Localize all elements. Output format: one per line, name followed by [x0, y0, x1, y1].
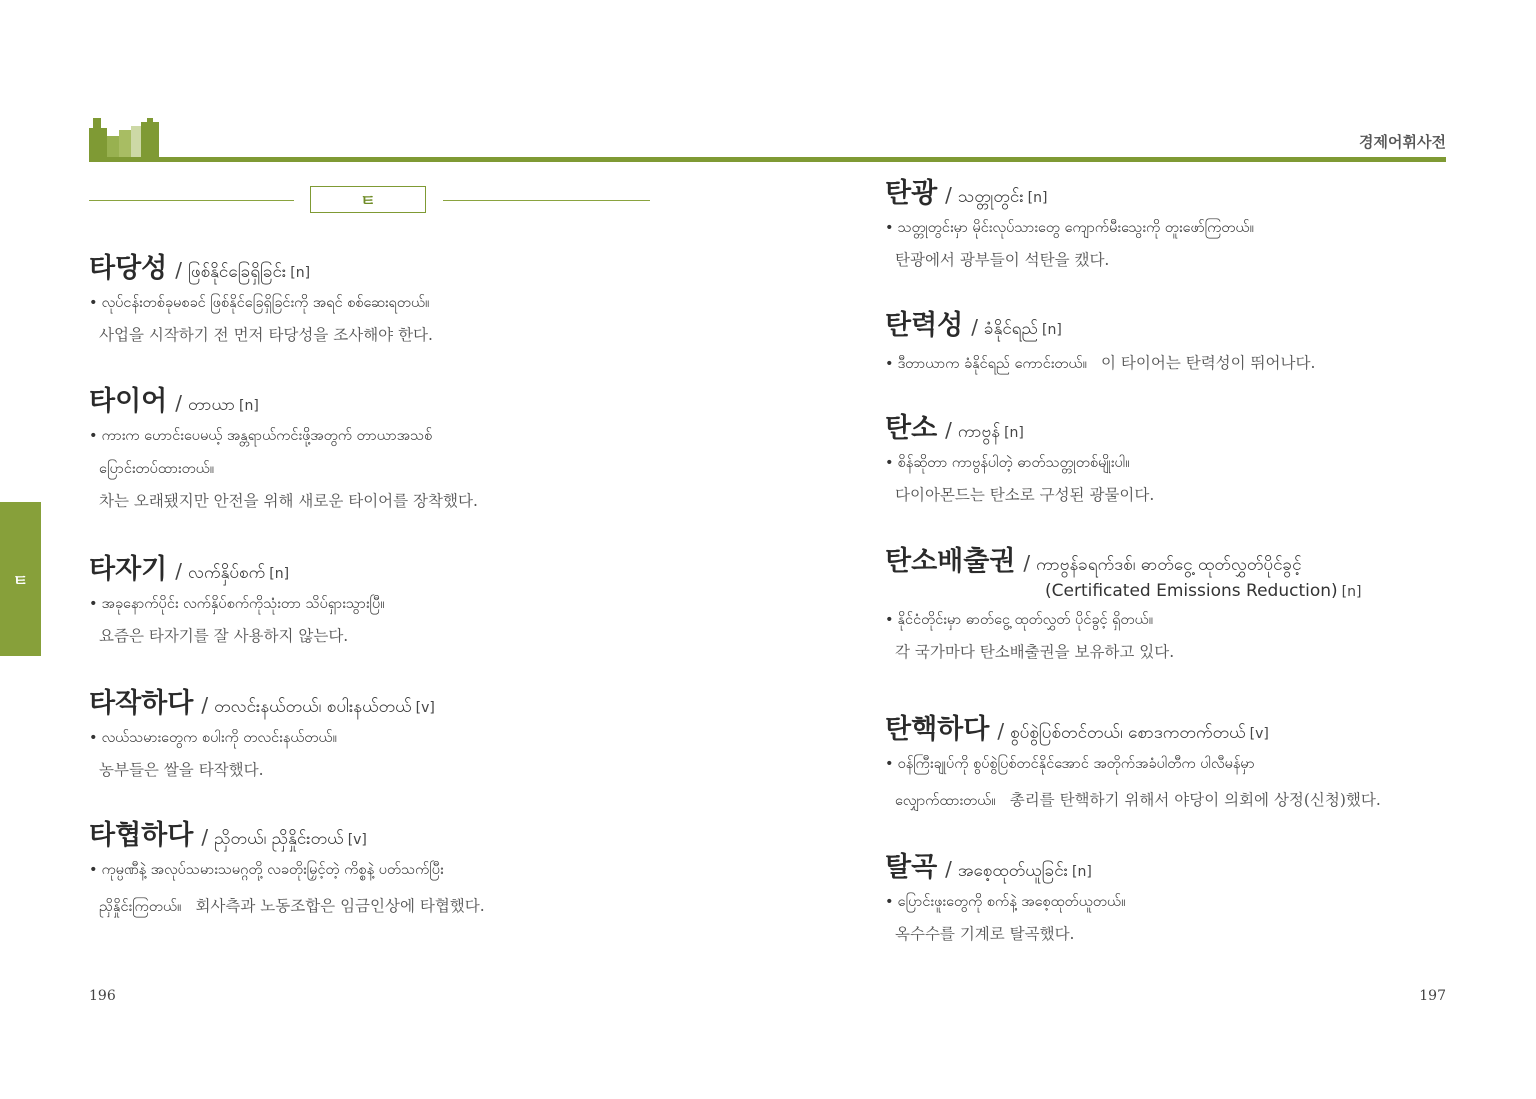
- entry-right-3: 탄소배출권 / ကာဗွန်ခရက်ဒစ်၊ ဓာတ်ငွေ့ ထုတ်လွှတ်ပိုင်ခွင့် (Certificated Emissions Reduction) [n] • နိုင်ငံတိုင်းမှာ ဓာတ်ငွေ့ ထုတ်လွှတ် ပိုင်ခွင့် ရှိတယ်။ 각 국가마다 탄소배출권을 보유하고 있다.: [885, 546, 1362, 662]
- entry-left-4: 타협하다 / ညှိတယ်၊ ညှိနှိုင်းတယ် [v] • ကုမ္ပဏီနဲ့ အလုပ်သမားသမဂ္ဂတို့ လခတိုးမြှင့်တဲ့ ကိစ္စနဲ့ ပတ်သက်ပြီး ညှိနှိုင်းကြတယ်။ 회사측과 노동조합은 임금인상에 타협했다.: [89, 820, 485, 916]
- headword: 탄핵하다: [885, 714, 990, 745]
- header-logo-blocks: [89, 118, 159, 162]
- header-rule: [89, 157, 1446, 162]
- part-of-speech: [v]: [415, 700, 435, 716]
- example-korean: 차는 오래됐지만 안전을 위해 새로운 타이어를 장착했다.: [99, 492, 478, 511]
- headword: 타작하다: [89, 688, 194, 719]
- page-number-right: 197: [1419, 988, 1446, 1004]
- entry-right-2: 탄소 / ကာဗွန် [n] • စိန်ဆိုတာ ကာဗွန်ပါတဲ့ ဓာတ်သတ္တုတစ်မျိုးပါ။ 다이아몬드는 탄소로 구성된 광물이다.: [885, 413, 1155, 505]
- section-rule-right: [443, 200, 650, 201]
- part-of-speech: [n]: [1004, 425, 1024, 441]
- meaning: လက်နှိပ်စက်: [188, 563, 266, 583]
- section-rule-left: [89, 200, 294, 201]
- meaning: ကာဗွန်: [957, 422, 1001, 442]
- meaning: တလင်းနယ်တယ်၊ စပါးနယ်တယ်: [214, 697, 412, 717]
- example-korean: 옥수수를 기계로 탈곡했다.: [895, 925, 1075, 944]
- example-myanmar: ကားက ဟောင်းပေမယ့် အန္တရာယ်ကင်းဖို့အတွက် တာယာအသစ်: [101, 428, 433, 445]
- meaning: ညှိတယ်၊ ညှိနှိုင်းတယ်: [214, 829, 344, 849]
- part-of-speech: [n]: [290, 265, 311, 281]
- example-korean: 요즘은 타자기를 잘 사용하지 않는다.: [99, 627, 349, 646]
- meaning: ကာဗွန်ခရက်ဒစ်၊ ဓာတ်ငွေ့ ထုတ်လွှတ်ပိုင်ခွင့်: [1036, 555, 1302, 575]
- headword: 탄력성: [885, 310, 964, 341]
- headword: 탄소배출권: [885, 546, 1016, 577]
- part-of-speech: [n]: [1041, 322, 1062, 338]
- page-number-left: 196: [89, 988, 116, 1004]
- example-myanmar: ဒီတာယာက ခံနိုင်ရည် ကောင်းတယ်။: [897, 356, 1088, 373]
- meaning: သတ္တုတွင်း: [957, 187, 1024, 207]
- headword: 탈곡: [885, 852, 938, 883]
- example-myanmar: ဝန်ကြီးချုပ်ကို စွပ်စွဲပြစ်တင်နိုင်အောင် အတိုက်အခံပါတီက ပါလီမန်မှာ: [897, 756, 1255, 773]
- meaning: အစေ့ထုတ်ယူခြင်း: [957, 861, 1068, 881]
- part-of-speech: [v]: [347, 832, 367, 848]
- section-letter-box: ㅌ: [310, 186, 426, 213]
- example-korean: 총리를 탄핵하기 위해서 야당이 의회에 상정(신청)했다.: [1009, 791, 1381, 810]
- example-korean: 이 타이어는 탄력성이 뛰어나다.: [1101, 354, 1316, 373]
- example-myanmar: လုပ်ငန်းတစ်ခုမစခင် ဖြစ်နိုင်ခြေရှိခြင်းကို အရင် စစ်ဆေးရတယ်။: [101, 295, 430, 312]
- headword: 타당성: [89, 253, 168, 284]
- entry-left-3: 타작하다 / တလင်းနယ်တယ်၊ စပါးနယ်တယ် [v] • လယ်သမားတွေက စပါးကို တလင်းနယ်တယ်။ 농부들은 쌀을 타작했다.: [89, 688, 435, 780]
- headword: 타이어: [89, 386, 168, 417]
- meaning: တာယာ: [188, 395, 236, 415]
- entry-right-5: 탈곡 / အစေ့ထုတ်ယူခြင်း [n] • ပြောင်းဖူးတွေကို စက်နဲ့ အစေ့ထုတ်ယူတယ်။ 옥수수를 기계로 탈곡했다.: [885, 852, 1126, 944]
- example-myanmar: ကုမ္ပဏီနဲ့ အလုပ်သမားသမဂ္ဂတို့ လခတိုးမြှင့်တဲ့ ကိစ္စနဲ့ ပတ်သက်ပြီး: [101, 862, 444, 879]
- example-myanmar: လယ်သမားတွေက စပါးကို တလင်းနယ်တယ်။: [101, 730, 337, 747]
- entry-right-4: 탄핵하다 / စွပ်စွဲပြစ်တင်တယ်၊ စောဒကတက်တယ် [v] • ဝန်ကြီးချုပ်ကို စွပ်စွဲပြစ်တင်နိုင်အောင် အတိုက်အခံပါတီက ပါလီမန်မှာ လျှောက်ထားတယ်။ 총리를 탄핵하기 위해서 야당이 의회에 상정(신청)했다.: [885, 714, 1381, 810]
- example-myanmar-cont: လျှောက်ထားတယ်။: [895, 793, 996, 810]
- example-myanmar: အခုနောက်ပိုင်း လက်နှိပ်စက်ကိုသုံးတာ သိပ်ရှားသွားပြီ။: [101, 596, 385, 613]
- entry-left-2: 타자기 / လက်နှိပ်စက် [n] • အခုနောက်ပိုင်း လက်နှိပ်စက်ကိုသုံးတာ သိပ်ရှားသွားပြီ။ 요즘은 타자기를 잘 사용하지 않는다.: [89, 554, 385, 646]
- example-myanmar-cont: ပြောင်းတပ်ထားတယ်။: [99, 461, 215, 478]
- book-title: 경제어휘사전: [1359, 133, 1446, 151]
- headword: 탄광: [885, 178, 938, 209]
- side-index-tab: [0, 502, 41, 656]
- example-myanmar-cont: ညှိနှိုင်းကြတယ်။: [99, 899, 182, 916]
- part-of-speech: [n]: [239, 398, 259, 414]
- headword: 탄소: [885, 413, 938, 444]
- meaning-english: (Certificated Emissions Reduction): [1045, 581, 1338, 602]
- example-korean: 다이아몬드는 탄소로 구성된 광물이다.: [895, 486, 1155, 505]
- part-of-speech: [v]: [1249, 726, 1269, 742]
- side-tab-letter: ㅌ: [12, 570, 29, 590]
- example-korean: 회사측과 노동조합은 임금인상에 타협했다.: [195, 897, 485, 916]
- meaning: ခံနိုင်ရည်: [984, 319, 1038, 339]
- example-myanmar: ပြောင်းဖူးတွေကို စက်နဲ့ အစေ့ထုတ်ယူတယ်။: [897, 894, 1126, 911]
- headword: 타협하다: [89, 820, 194, 851]
- part-of-speech: [n]: [1341, 584, 1362, 601]
- example-korean: 탄광에서 광부들이 석탄을 캤다.: [895, 251, 1110, 270]
- part-of-speech: [n]: [269, 566, 290, 582]
- example-myanmar: သတ္တုတွင်းမှာ မိုင်းလုပ်သားတွေ ကျောက်မီးသွေးကို တူးဖော်ကြတယ်။: [897, 220, 1255, 237]
- part-of-speech: [n]: [1027, 190, 1048, 206]
- example-myanmar: စိန်ဆိုတာ ကာဗွန်ပါတဲ့ ဓာတ်သတ္တုတစ်မျိုးပါ။: [897, 455, 1130, 472]
- example-myanmar: နိုင်ငံတိုင်းမှာ ဓာတ်ငွေ့ ထုတ်လွှတ် ပိုင်ခွင့် ရှိတယ်။: [897, 612, 1154, 629]
- example-korean: 사업을 시작하기 전 먼저 타당성을 조사해야 한다.: [99, 326, 433, 345]
- entry-right-0: 탄광 / သတ္တုတွင်း [n] • သတ္တုတွင်းမှာ မိုင်းလုပ်သားတွေ ကျောက်မီးသွေးကို တူးဖော်ကြတယ်။ 탄광에서 광부들이 석탄을 캤다.: [885, 178, 1255, 270]
- entry-left-1: 타이어 / တာယာ [n] • ကားက ဟောင်းပေမယ့် အန္တရာယ်ကင်းဖို့အတွက် တာယာအသစ် ပြောင်းတပ်ထားတယ်။ 차는 오래됐지만 안전을 위해 새로운 타이어를 장착했다.: [89, 386, 478, 511]
- meaning: စွပ်စွဲပြစ်တင်တယ်၊ စောဒကတက်တယ်: [1010, 723, 1246, 743]
- example-korean: 각 국가마다 탄소배출권을 보유하고 있다.: [895, 643, 1175, 662]
- entry-left-0: 타당성 / ဖြစ်နိုင်ခြေရှိခြင်း [n] • လုပ်ငန်းတစ်ခုမစခင် ဖြစ်နိုင်ခြေရှိခြင်းကို အရင် စစ်ဆေးရတယ်။ 사업을 시작하기 전 먼저 타당성을 조사해야 한다.: [89, 253, 433, 345]
- part-of-speech: [n]: [1071, 864, 1092, 880]
- meaning: ဖြစ်နိုင်ခြေရှိခြင်း: [188, 262, 287, 282]
- headword: 타자기: [89, 554, 168, 585]
- entry-right-1: 탄력성 / ခံနိုင်ရည် [n] • ဒီတာယာက ခံနိုင်ရည် ကောင်းတယ်။ 이 타이어는 탄력성이 뛰어나다.: [885, 310, 1316, 373]
- example-korean: 농부들은 쌀을 타작했다.: [99, 761, 264, 780]
